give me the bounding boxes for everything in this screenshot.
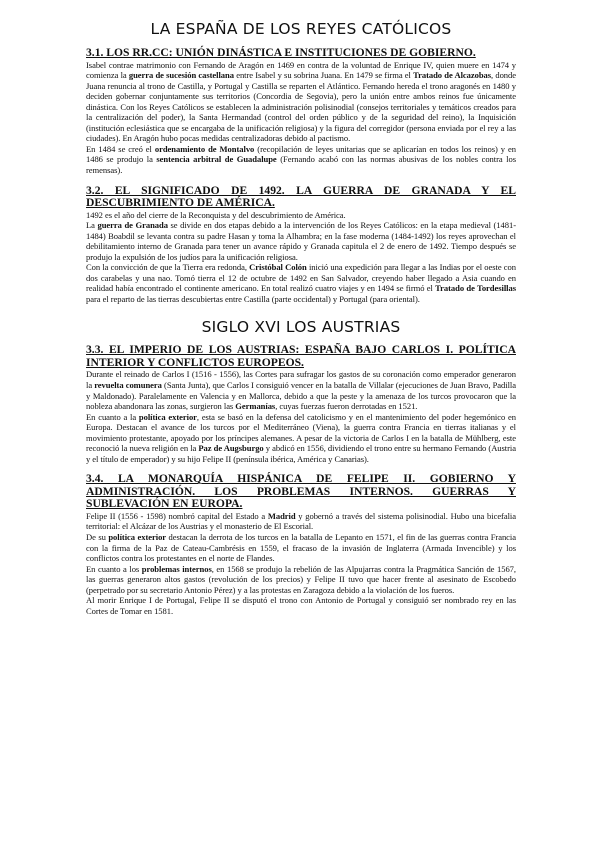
- page-title: LA ESPAÑA DE LOS REYES CATÓLICOS: [150, 20, 452, 38]
- bold-term: revuelta comunera: [94, 379, 162, 390]
- paragraph: [86, 412, 516, 465]
- text-run: , en 1568 se produjo la rebelión de las Alpujarras contra la Pragmática Sanción de 1567, las guerras generaron altos gastos (revolución de los precios) y Felipe II tuvo que hacer frente al asesinato de Escobedo (perpetrado por su secretario Antonio Pérez) y a las protestas en Zaragoza debido a la violación de los fueros.: [86, 563, 516, 595]
- text-run: entre Isabel y su sobrina Juana. En 1479 se firma el: [233, 70, 414, 81]
- text-run: En 1484 se creó el: [86, 143, 155, 154]
- paragraph: [86, 511, 516, 532]
- section-heading: SIGLO XVI LOS AUSTRIAS: [201, 318, 401, 337]
- document-page: [86, 20, 516, 616]
- bold-term: Paz de Augsburgo: [198, 443, 264, 454]
- paragraph: [86, 262, 516, 304]
- bold-term: Tratado de Tordesillas: [435, 283, 516, 294]
- text-run: y gobernó a través del sistema polisinodial. Hubo una bicefalia territorial: el Alcázar de los Austrias y el monasterio de El Escorial.: [86, 510, 516, 532]
- bold-term: Germanías: [235, 401, 276, 412]
- bold-term: Tratado de Alcazobas: [413, 70, 492, 81]
- bold-term: Cristóbal Colón: [249, 262, 307, 273]
- text-run: Al morir Enrique I de Portugal, Felipe II se disputó el trono con Antonio de Portugal y consiguió ser nombrado rey en las Cortes de Tomar en 1581.: [86, 595, 516, 616]
- text-run: Felipe II (1556 - 1598) nombró capital del Estado a: [86, 510, 268, 521]
- text-run: Durante el reinado de Carlos I (1516 - 1556), las Cortes para sufragar los gastos de su coronación como emperador generaron la: [86, 369, 516, 390]
- text-run: se divide en dos etapas debido a la intervención de los Reyes Católicos: en la etapa medieval (1481-1484) Boabdil se levanta contra su padre Hasan y toma la Alhambra; en la fase moderna (1484-1492) los reyes aprovechan el debilitamiento interno de Granada para tener un avance rápido y Granada capitula el 2 de enero de 1492. Tiempo después se produjo la expulsión de los judíos para la unificación religiosa.: [86, 220, 516, 262]
- bold-term: sentencia arbitral de Guadalupe: [156, 154, 277, 165]
- section-title: 3.1. LOS RR.CC: UNIÓN DINÁSTICA E INSTITUCIONES DE GOBIERNO.: [86, 46, 476, 59]
- text-run: La: [86, 220, 98, 231]
- text-run: (recopilación de leyes unitarias que se aplicarían en todos los reinos) y en 1486 se produjo la: [86, 143, 517, 165]
- text-run: Con la convicción de que la Tierra era redonda,: [86, 262, 250, 273]
- text-run: De su: [86, 531, 109, 542]
- text-run: destacan la derrota de los turcos en la batalla de Lepanto en 1571, el fin de las guerras contra Francia con la firma de la Paz de Cateau-Cambrésis en 1559, el fracaso de la invasión de Inglaterra (Armada Invencible) y los conflictos contra los protestantes en el norte de Flandes.: [86, 531, 516, 564]
- paragraph: [86, 220, 516, 262]
- bold-term: problemas internos: [141, 563, 212, 574]
- bold-term: ordenamiento de Montalvo: [154, 143, 255, 154]
- text-run: para el reparto de las tierras descubiertas entre Castilla (parte occidental) y Portugal (para oriental).: [86, 293, 420, 304]
- paragraph: [86, 595, 516, 616]
- text-run: y abdicó en 1556, dividiendo el trono entre su hermano Fernando (Austria y el título de emperador) y su hijo Felipe II (península ibérica, América y Canarias).: [86, 443, 516, 464]
- text-run: , donde Juana renuncia al trono de Castilla, y Portugal y Castilla se reparten el Atlántico. Fernando hereda el trono aragonés en 1480 y deciden gobernar conjuntamente sus territorios (Concordia de Segovia), pero la unión entre ambos reinos fue únicamente dinástica. Con los Reyes Católicos se establecen la administración polisinodial (consejos territoriales y temáticos creados para la centralización del poder), la Santa Hermandad (control del orden público y de la seguridad del reino), la Inquisición (institución eclesiástica que se encargaba de la unificación religiosa) y la figura del corregidor (persona enviada por el rey a las ciudades). En Aragón hubo pocas medidas centralizadoras debido al pactismo.: [86, 70, 516, 144]
- paragraph: [86, 210, 516, 221]
- bold-term: guerra de sucesión castellana: [128, 70, 234, 81]
- section-title: 3.2. EL SIGNIFICADO DE 1492. LA GUERRA DE GRANADA Y EL DESCUBRIMIENTO DE AMÉRICA.: [86, 183, 516, 210]
- section-title: 3.3. EL IMPERIO DE LOS AUSTRIAS: ESPAÑA BAJO CARLOS I. POLÍTICA INTERIOR Y CONFLICTOS EUROPEOS.: [86, 343, 516, 369]
- bold-term: guerra de Granada: [97, 220, 168, 231]
- section-title: 3.4. LA MONARQUÍA HISPÁNICA DE FELIPE II. GOBIERNO Y ADMINISTRACIÓN. LOS PROBLEMAS INTERNOS. GUERRAS Y SUBLEVACIÓN EN EUROPA.: [86, 472, 516, 511]
- text-run: , cuyas fuerzas fueron derrotadas en 1521.: [275, 401, 418, 412]
- text-run: inició una expedición para llegar a las Indias por el oeste con dos carabelas y una nao. Tomó tierra el 12 de octubre de 1492 en San Salvador, creyendo haber llegado a Asia cuando en realidad había encontrado el continente americano. En total realizó cuatro viajes y en 1494 se firmó el: [86, 262, 517, 294]
- paragraph: [86, 564, 516, 596]
- bold-term: política exterior: [138, 411, 197, 422]
- text-run: Isabel contrae matrimonio con Fernando de Aragón en 1469 en contra de la voluntad de Enrique IV, quien muere en 1474 y comienza la: [86, 59, 516, 81]
- bold-term: política exterior: [108, 531, 167, 542]
- bold-term: Madrid: [267, 510, 296, 521]
- text-run: (Santa Junta), que Carlos I consiguió vencer en la batalla de Villalar (ejecuciones de Juan Bravo, Padilla y Maldonado). Paralelamente en Valencia y en Mallorca, debido a que la peste y la amenaza de los turcos provocaron que la nobleza abandonara las zonas, surgieron las: [86, 379, 516, 412]
- paragraph: [86, 532, 516, 564]
- paragraph: [86, 369, 516, 411]
- paragraph: [86, 144, 516, 176]
- text-run: , esta se basó en la defensa del catolicismo y en el mantenimiento del poder hegemónico en Europa. Destacan el avance de los turcos por el Mediterráneo (Viena), la guerra contra Francia en tierras italianas y el movimiento protestante, apoyado por los príncipes alemanes. A pesar de la victoria de Carlos I en la batalla de Mühlberg, este reconoció la nueva religión en la: [86, 411, 516, 454]
- text-run: En cuanto a la: [86, 411, 139, 422]
- text-run: En cuanto a los: [86, 563, 142, 574]
- paragraph: [86, 60, 516, 144]
- text-run: 1492 es el año del cierre de la Reconquista y del descubrimiento de América.: [86, 209, 346, 220]
- text-run: (Fernando acabó con las normas abusivas de los nobles contra los remensas).: [86, 154, 516, 175]
